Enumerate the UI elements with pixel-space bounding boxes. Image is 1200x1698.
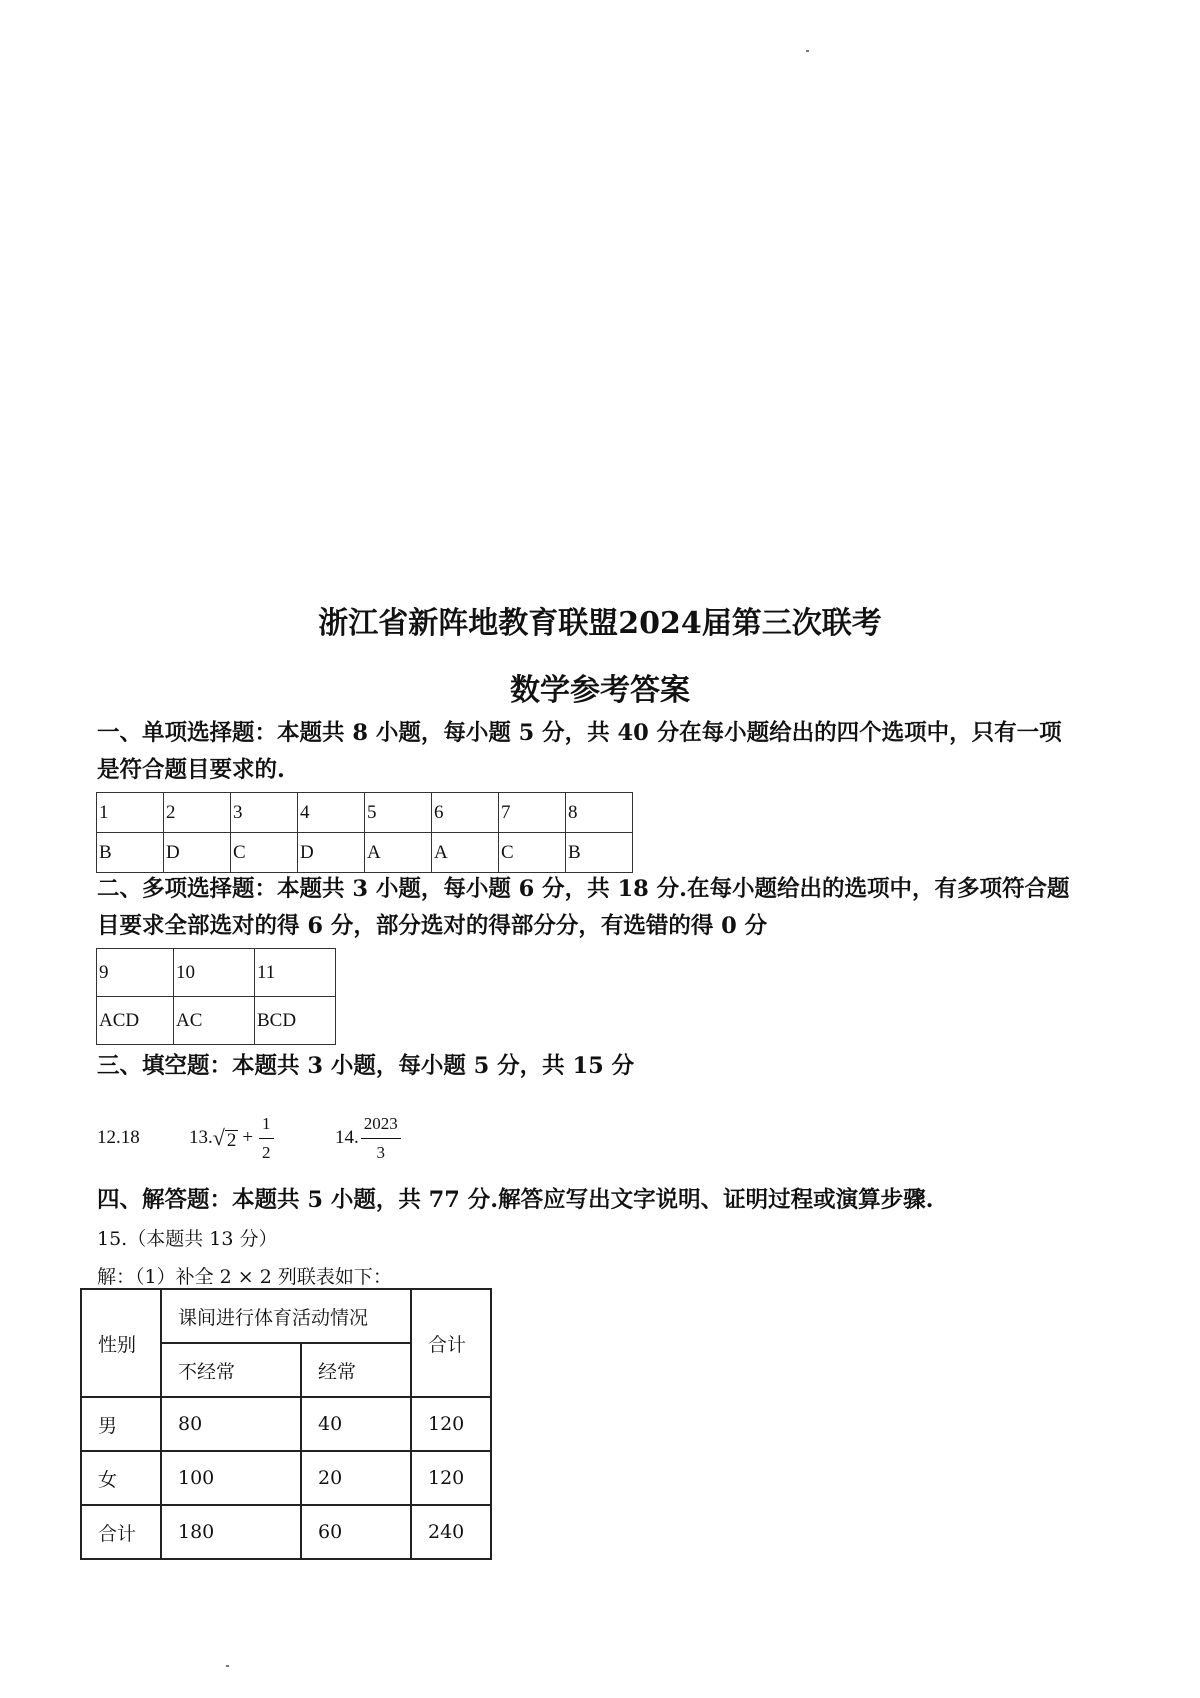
radicand: 2: [226, 1130, 237, 1151]
question-15-intro: 解：（1）补全 2 × 2 列联表如下：: [97, 1266, 392, 1288]
question-number-cell: 9: [97, 949, 174, 997]
answer-cell: BCD: [255, 997, 336, 1045]
scan-dot-top: [806, 50, 809, 52]
question-number-cell: 5: [365, 793, 432, 833]
fill-answer-12: 12.18: [97, 1127, 140, 1148]
table-row: [81, 1397, 491, 1451]
row-label: 合计: [81, 1505, 161, 1559]
total-header: 合计: [411, 1289, 491, 1397]
answer-row: [97, 833, 633, 873]
answer-cell: AC: [174, 997, 255, 1045]
answer-cell: C: [231, 833, 298, 873]
question-number-cell: 2: [164, 793, 231, 833]
answer-cell: D: [164, 833, 231, 873]
section2-heading-line1: 二、多项选择题：本题共 3 小题，每小题 6 分，共 18 分.在每小题给出的选项中，有多项符合题: [97, 876, 1070, 902]
answer-cell: B: [97, 833, 164, 873]
subheader-not-often: 不经常: [161, 1343, 301, 1397]
fill-answer-13: [189, 1098, 274, 1178]
fraction-one-half: [259, 1110, 274, 1167]
fraction-2023-over-3: [361, 1110, 401, 1167]
answer-cell: A: [365, 833, 432, 873]
table-cell: 240: [411, 1505, 491, 1559]
question-number-row: [97, 949, 336, 997]
answer-cell: D: [298, 833, 365, 873]
section1-heading-line1: 一、单项选择题：本题共 8 小题，每小题 5 分，共 40 分在每小题给出的四个选项中，只有一项: [97, 720, 1062, 746]
row-label: 女: [81, 1451, 161, 1505]
plus-sign: +: [242, 1127, 254, 1148]
question-number-cell: 10: [174, 949, 255, 997]
table-row: [81, 1451, 491, 1505]
section2-heading-line2: 目要求全部选对的得 6 分，部分选对的得部分分，有选错的得 0 分: [97, 913, 768, 939]
question-15-title: 15.（本题共 13 分）: [97, 1228, 278, 1250]
table-cell: 100: [161, 1451, 301, 1505]
section1-heading-line2: 是符合题目要求的.: [97, 757, 285, 783]
fraction-numerator: 2023: [361, 1110, 401, 1139]
single-choice-answer-table: [96, 792, 633, 873]
row-label: 男: [81, 1397, 161, 1451]
fraction-denominator: 2: [262, 1142, 271, 1162]
table-cell: 180: [161, 1505, 301, 1559]
table-cell: 40: [301, 1397, 411, 1451]
section3-heading: 三、填空题：本题共 3 小题，每小题 5 分，共 15 分: [97, 1053, 635, 1079]
question-number-cell: 7: [499, 793, 566, 833]
fill-answer-14: [335, 1098, 401, 1178]
table-cell: 20: [301, 1451, 411, 1505]
scan-dot-bottom: [226, 1665, 229, 1667]
table-cell: 60: [301, 1505, 411, 1559]
question-number-row: [97, 793, 633, 833]
question-number-cell: 6: [432, 793, 499, 833]
answer-row: [97, 997, 336, 1045]
page-title: 浙江省新阵地教育联盟2024届第三次联考: [318, 606, 882, 641]
answer-cell: ACD: [97, 997, 174, 1045]
answer-cell: C: [499, 833, 566, 873]
question-number-cell: 11: [255, 949, 336, 997]
table-cell: 120: [411, 1451, 491, 1505]
fraction-numerator: 1: [259, 1110, 274, 1139]
subheader-often: 经常: [301, 1343, 411, 1397]
table-row: [81, 1505, 491, 1559]
section4-heading: 四、解答题：本题共 5 小题，共 77 分.解答应写出文字说明、证明过程或演算步骤.: [97, 1187, 934, 1213]
table-cell: 80: [161, 1397, 301, 1451]
question-number-cell: 8: [566, 793, 633, 833]
multi-choice-answer-table: [96, 948, 336, 1045]
q13-label: 13.: [189, 1127, 213, 1148]
table-cell: 120: [411, 1397, 491, 1451]
question-number-cell: 1: [97, 793, 164, 833]
activity-group-header: 课间进行体育活动情况: [161, 1289, 411, 1343]
square-root: [213, 1125, 239, 1151]
table-header-row: [81, 1289, 491, 1343]
radical-sign-icon: √: [212, 1125, 225, 1150]
question-number-cell: 3: [231, 793, 298, 833]
answer-cell: A: [432, 833, 499, 873]
question-number-cell: 4: [298, 793, 365, 833]
q14-label: 14.: [335, 1127, 359, 1148]
fraction-denominator: 3: [376, 1142, 385, 1162]
gender-header: 性别: [81, 1289, 161, 1397]
page-subtitle: 数学参考答案: [510, 673, 690, 708]
contingency-table: [80, 1288, 492, 1560]
answer-cell: B: [566, 833, 633, 873]
